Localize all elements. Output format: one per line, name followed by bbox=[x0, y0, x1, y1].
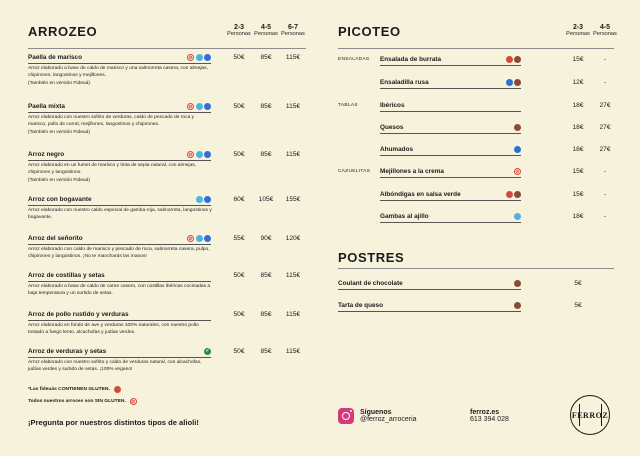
item-name: Arroz del señorito bbox=[28, 235, 83, 242]
item-name-row bbox=[338, 280, 521, 290]
price: 50€ bbox=[233, 54, 245, 61]
shellfish-icon bbox=[196, 103, 203, 110]
category-label: ENSALADAS bbox=[338, 57, 370, 62]
price: 55€ bbox=[233, 235, 245, 242]
price: 5€ bbox=[574, 280, 582, 287]
menu-row bbox=[338, 102, 614, 114]
shellfish-icon bbox=[196, 54, 203, 61]
shellfish-icon bbox=[196, 151, 203, 158]
item-name-row bbox=[28, 196, 211, 206]
picoteo-title: PICOTEO bbox=[338, 24, 401, 39]
price: 120€ bbox=[285, 235, 301, 242]
price: - bbox=[603, 213, 607, 220]
no-gluten-footnote bbox=[28, 398, 137, 405]
item-name-row bbox=[380, 168, 521, 178]
allergen-icons bbox=[514, 146, 521, 153]
menu-item bbox=[28, 311, 306, 336]
size-label: Personas bbox=[254, 31, 278, 37]
item-name-row bbox=[28, 311, 211, 321]
size-header bbox=[224, 24, 254, 38]
fish-icon bbox=[204, 151, 211, 158]
item-name-row bbox=[380, 79, 521, 89]
price: 115€ bbox=[285, 348, 301, 355]
no-gluten-icon: ⊘ bbox=[188, 55, 193, 61]
allergen-icons bbox=[204, 348, 211, 355]
price: 85€ bbox=[260, 348, 272, 355]
menu-row bbox=[338, 213, 614, 225]
item-name: Albóndigas en salsa verde bbox=[380, 191, 461, 198]
allergen-icons bbox=[187, 54, 211, 61]
menu-row bbox=[338, 191, 614, 203]
price: 60€ bbox=[233, 196, 245, 203]
milk-icon bbox=[514, 280, 521, 287]
category-label: TABLAS bbox=[338, 103, 358, 108]
website-link[interactable]: ferroz.es bbox=[470, 409, 500, 416]
price: 50€ bbox=[233, 311, 245, 318]
item-name-row bbox=[28, 54, 211, 64]
size-label: Personas bbox=[593, 31, 617, 37]
social-text bbox=[360, 409, 417, 423]
menu-row bbox=[338, 146, 614, 158]
item-description: Arroz elaborado a base de caldo de carne casero, con costillas ibéricas cocinadas a baja temperatura y un surtido de setas. bbox=[28, 284, 211, 296]
menu-row bbox=[338, 124, 614, 136]
fish-icon bbox=[514, 146, 521, 153]
menu-row bbox=[338, 302, 614, 314]
no-gluten-icon: ⊘ bbox=[188, 152, 193, 158]
postres-section bbox=[338, 248, 614, 309]
no-gluten-icon: ⊘ bbox=[188, 104, 193, 110]
price: 85€ bbox=[260, 311, 272, 318]
price: 85€ bbox=[260, 54, 272, 61]
price: 18€ bbox=[572, 146, 584, 153]
milk-icon bbox=[514, 124, 521, 131]
allergen-icons bbox=[187, 151, 211, 158]
item-name: Coulant de chocolate bbox=[338, 280, 403, 287]
item-name-row bbox=[380, 102, 521, 112]
size-header bbox=[563, 24, 593, 38]
item-name: Ensalada de burrata bbox=[380, 56, 442, 63]
item-name: Ensaladilla rusa bbox=[380, 79, 429, 86]
size-label: Personas bbox=[227, 31, 251, 37]
price: 5€ bbox=[574, 302, 582, 309]
item-name: Paella de marisco bbox=[28, 54, 82, 61]
milk-icon bbox=[514, 79, 521, 86]
menu-item bbox=[28, 196, 306, 221]
footnote bbox=[28, 386, 121, 393]
gluten-footnote bbox=[28, 386, 121, 393]
picoteo-section bbox=[338, 22, 617, 220]
ferroz-logo bbox=[570, 395, 610, 435]
item-description: Arroz elaborado en fondo de ave y verduras 100% naturales, con nuestro pollo tostado a fuego lento, alcachofas y judías verdes. bbox=[28, 323, 199, 335]
gluten-icon bbox=[506, 191, 513, 198]
item-name-row bbox=[380, 191, 521, 201]
alioli-note: ¡Pregunta por nuestros distintos tipos de alioli! bbox=[28, 418, 199, 427]
item-name-row bbox=[338, 302, 521, 312]
arrozeo-section bbox=[28, 22, 306, 372]
allergen-icons bbox=[187, 235, 211, 242]
price: 15€ bbox=[572, 56, 584, 63]
size-label: Personas bbox=[566, 31, 590, 37]
shellfish-icon bbox=[514, 213, 521, 220]
social-handle[interactable]: @ferroz_arroceria bbox=[360, 416, 417, 423]
divider bbox=[338, 48, 614, 49]
gluten-icon bbox=[114, 386, 121, 393]
menu-item bbox=[28, 272, 306, 297]
instagram-icon[interactable] bbox=[338, 408, 354, 424]
size-count: 6-7 bbox=[287, 24, 299, 31]
allergen-icons bbox=[506, 191, 522, 198]
divider bbox=[338, 268, 614, 269]
item-name: Arroz con bogavante bbox=[28, 196, 92, 203]
item-note: (También en versión Fideuá) bbox=[28, 130, 90, 136]
size-header bbox=[590, 24, 620, 38]
item-description: Arroz elaborado con nuestro sofrito de verduras, caldo de pescado de roca y marisco, pollo de corral, mejillones, langostinos y chipirones. bbox=[28, 115, 195, 127]
fish-icon bbox=[204, 103, 211, 110]
footnote bbox=[28, 398, 137, 405]
category-label: CAZUELITAS bbox=[338, 169, 371, 174]
price: 85€ bbox=[260, 272, 272, 279]
price: - bbox=[603, 56, 607, 63]
shellfish-icon bbox=[196, 196, 203, 203]
vegan-icon: ✓ bbox=[205, 348, 210, 354]
item-name: Gambas al ajillo bbox=[380, 213, 429, 220]
fish-icon bbox=[204, 54, 211, 61]
price: 50€ bbox=[233, 151, 245, 158]
price: 50€ bbox=[233, 103, 245, 110]
item-note: (También en versión Fideuá) bbox=[28, 178, 90, 184]
no-gluten-icon: ⊘ bbox=[515, 169, 520, 175]
size-count: 2-3 bbox=[233, 24, 245, 31]
fish-icon bbox=[204, 235, 211, 242]
no-gluten-icon: ⊘ bbox=[188, 236, 193, 242]
price: 27€ bbox=[599, 102, 611, 109]
item-name-row bbox=[28, 272, 211, 282]
price: 115€ bbox=[285, 311, 301, 318]
milk-icon bbox=[514, 302, 521, 309]
price: 155€ bbox=[285, 196, 301, 203]
price: 27€ bbox=[599, 124, 611, 131]
price: 12€ bbox=[572, 79, 584, 86]
size-count: 2-3 bbox=[572, 24, 584, 31]
divider bbox=[28, 48, 306, 49]
gluten-icon bbox=[506, 56, 513, 63]
price: 115€ bbox=[285, 103, 301, 110]
price: - bbox=[603, 168, 607, 175]
item-name: Arroz de costillas y setas bbox=[28, 272, 105, 279]
price: 27€ bbox=[599, 146, 611, 153]
item-name-row bbox=[28, 235, 211, 245]
item-name-row bbox=[380, 124, 521, 134]
milk-icon bbox=[514, 56, 521, 63]
size-count: 4-5 bbox=[260, 24, 272, 31]
price: 115€ bbox=[285, 54, 301, 61]
allergen-icons bbox=[506, 79, 522, 86]
social-block[interactable] bbox=[338, 408, 417, 424]
price: 85€ bbox=[260, 103, 272, 110]
arrozeo-header bbox=[28, 22, 306, 48]
menu-row bbox=[338, 168, 614, 180]
menu-item bbox=[28, 151, 306, 183]
price: 18€ bbox=[572, 124, 584, 131]
menu-row bbox=[338, 79, 614, 91]
allergen-icons bbox=[187, 103, 211, 110]
item-name: Quesos bbox=[380, 124, 404, 131]
menu-row bbox=[338, 56, 614, 68]
price: 50€ bbox=[233, 272, 245, 279]
allergen-icons bbox=[514, 280, 521, 287]
allergen-icons bbox=[514, 213, 521, 220]
item-description: Arroz elaborado con nuestro sofrito y caldo de verduras natural, con alcachofas, judías verdes y surtido de setas. ¡100% vegano! bbox=[28, 360, 202, 372]
menu-row bbox=[338, 280, 614, 292]
item-note: (También en versión Fideuá) bbox=[28, 81, 90, 87]
fish-icon bbox=[204, 196, 211, 203]
item-description: Arroz elaborado a base de caldo de marisco y una salmorreta casera, con almejas, chipirones, langostinos y mejillones. bbox=[28, 66, 208, 78]
no-gluten-icon: ⊘ bbox=[131, 399, 136, 405]
price: - bbox=[603, 79, 607, 86]
item-name: Tarta de queso bbox=[338, 302, 383, 309]
menu-item bbox=[28, 54, 306, 86]
item-description: Arroz elaborado con caldo de marisco y pescado de roca, salmorreta casera, pulpo, chipirones y langostinos. ¡No te mancharás las manos! bbox=[28, 247, 210, 259]
fish-icon bbox=[506, 79, 513, 86]
postres-title: POSTRES bbox=[338, 250, 405, 265]
item-name: Paella mixta bbox=[28, 103, 65, 110]
menu-item bbox=[28, 235, 306, 260]
picoteo-header bbox=[338, 22, 617, 48]
allergen-icons bbox=[514, 124, 521, 131]
logo-text: FERROZ bbox=[571, 411, 609, 420]
item-name-row bbox=[28, 348, 211, 358]
price: 90€ bbox=[260, 235, 272, 242]
price: 105€ bbox=[258, 196, 274, 203]
item-name: Ahumados bbox=[380, 146, 414, 153]
menu-item bbox=[28, 103, 306, 135]
item-name: Arroz negro bbox=[28, 151, 65, 158]
price: 50€ bbox=[233, 348, 245, 355]
allergen-icons bbox=[514, 168, 521, 175]
price: 115€ bbox=[285, 151, 301, 158]
item-name-row bbox=[380, 56, 521, 66]
footnote-text: *Las fideuás CONTIENEN GLUTEN. bbox=[28, 387, 110, 392]
price: 85€ bbox=[260, 151, 272, 158]
postres-header bbox=[338, 248, 614, 274]
item-name-row bbox=[28, 103, 211, 113]
size-header bbox=[251, 24, 281, 38]
price: 15€ bbox=[572, 168, 584, 175]
allergen-icons bbox=[506, 56, 522, 63]
phone-number[interactable]: 613 394 028 bbox=[470, 416, 509, 423]
item-name: Ibéricos bbox=[380, 102, 405, 109]
price: 115€ bbox=[285, 272, 301, 279]
item-name: Arroz de pollo rustido y verduras bbox=[28, 311, 129, 318]
price: 18€ bbox=[572, 213, 584, 220]
item-name-row bbox=[28, 151, 211, 161]
social-label: Síguenos bbox=[360, 409, 392, 416]
price: 15€ bbox=[572, 191, 584, 198]
allergen-icons bbox=[514, 302, 521, 309]
item-name: Mejillones a la crema bbox=[380, 168, 444, 175]
price: 18€ bbox=[572, 102, 584, 109]
menu-item bbox=[28, 348, 306, 373]
item-name-row bbox=[380, 213, 521, 223]
size-label: Personas bbox=[281, 31, 305, 37]
item-description: Arroz elaborado con nuestro caldo especial de gamba roja, salmorreta, langostinos y bogavante. bbox=[28, 208, 212, 220]
item-description: Arroz elaborado en un fumet de marisco y tinta de sepia natural, con almejas, chipirones y langostinos. bbox=[28, 163, 197, 175]
price: - bbox=[603, 191, 607, 198]
size-header bbox=[278, 24, 308, 38]
contact-block bbox=[470, 409, 509, 423]
item-name-row bbox=[380, 146, 521, 156]
milk-icon bbox=[514, 191, 521, 198]
allergen-icons bbox=[196, 196, 212, 203]
footnote-text: Todos nuestros arroces son SIN GLUTEN. bbox=[28, 399, 126, 404]
arrozeo-title: ARROZEO bbox=[28, 24, 98, 39]
shellfish-icon bbox=[196, 235, 203, 242]
size-count: 4-5 bbox=[599, 24, 611, 31]
item-name: Arroz de verduras y setas bbox=[28, 348, 107, 355]
